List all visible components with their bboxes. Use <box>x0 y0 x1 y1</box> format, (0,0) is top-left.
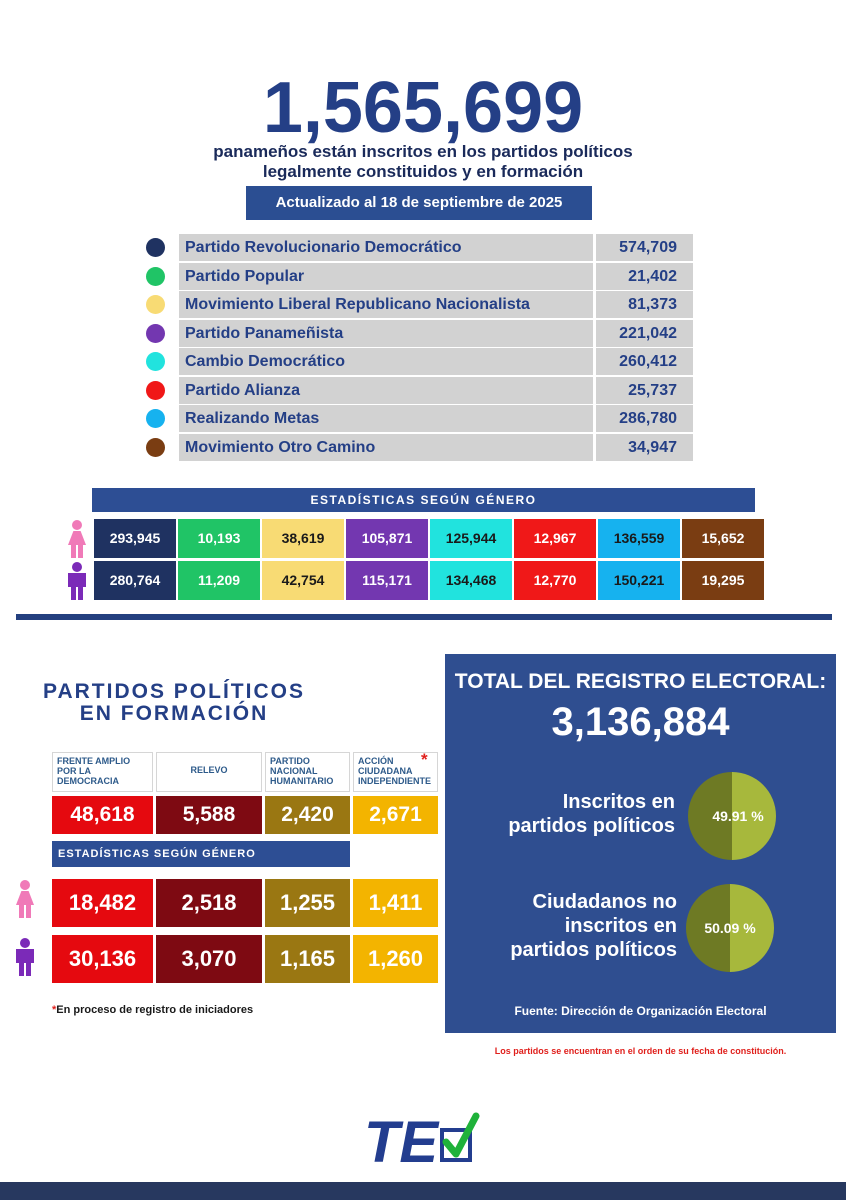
party-row <box>140 263 700 290</box>
male-icon <box>68 562 86 600</box>
female-icon-head <box>72 520 82 530</box>
no-inscritos-label-line-1: Ciudadanos no <box>532 891 677 913</box>
source-note: Fuente: Dirección de Organización Electoral <box>514 1004 767 1018</box>
registry-title: TOTAL DEL REGISTRO ELECTORAL: <box>454 670 827 693</box>
party-count: 286,780 <box>596 405 693 432</box>
male-icon-leg <box>19 963 24 976</box>
formation-title-line-1: PARTIDOS POLÍTICOS <box>43 680 305 703</box>
formation-party-header: FRENTE AMPLIO POR LA DEMOCRACIA <box>52 752 153 792</box>
updated-date-banner: Actualizado al 18 de septiembre de 2025 <box>246 186 592 220</box>
te-logo-graphic <box>364 1108 480 1170</box>
party-row <box>140 434 700 461</box>
men-count-cell: 11,209 <box>178 561 260 600</box>
formation-gender-header: ESTADÍSTICAS SEGÚN GÉNERO <box>52 841 350 867</box>
formation-footnote <box>52 1004 253 1016</box>
men-count-cell: 134,468 <box>430 561 512 600</box>
party-row <box>140 348 700 375</box>
no-inscritos-label-line-2: inscritos en <box>564 915 677 937</box>
footnote-text: En proceso de registro de iniciadores <box>56 1004 254 1016</box>
women-count-cell: 125,944 <box>430 519 512 558</box>
inscritos-label <box>455 790 675 838</box>
formation-women-cell: 1,255 <box>265 879 350 927</box>
women-count-cell: 105,871 <box>346 519 428 558</box>
inscritos-label-line-2: partidos políticos <box>508 815 675 837</box>
party-name: Movimiento Liberal Republicano Nacionalista <box>179 291 593 318</box>
formation-party-header: PARTIDO NACIONAL HUMANITARIO <box>265 752 350 792</box>
female-icon-head <box>20 880 30 890</box>
party-count: 574,709 <box>596 234 693 261</box>
party-color-dot <box>146 238 165 257</box>
no-inscritos-label <box>455 890 677 962</box>
formation-asterisk: * <box>421 750 428 769</box>
formation-women-cell: 1,411 <box>353 879 438 927</box>
party-row <box>140 377 700 404</box>
party-row <box>140 234 700 261</box>
female-icon <box>68 520 86 558</box>
party-color-dot <box>146 438 165 457</box>
formation-men-cell: 3,070 <box>156 935 262 983</box>
party-row <box>140 291 700 318</box>
party-count: 21,402 <box>596 263 693 290</box>
female-icon <box>16 880 34 918</box>
registered-total: 1,565,699 <box>262 68 584 148</box>
men-count-cell: 12,770 <box>514 561 596 600</box>
formation-party-header: RELEVO <box>156 752 262 792</box>
section-divider <box>16 614 832 620</box>
footnote-asterisk: * <box>52 1004 57 1016</box>
no-inscritos-label-line-3: partidos políticos <box>510 939 677 961</box>
female-icon-body <box>68 531 86 545</box>
female-icon-leg <box>19 905 24 918</box>
party-name: Partido Revolucionario Democrático <box>179 234 593 261</box>
subtitle-line-1: panameños están inscritos en los partidos políticos <box>213 142 633 161</box>
inscritos-label-line-1: Inscritos en <box>562 791 675 813</box>
te-logo <box>364 1108 480 1170</box>
party-name: Movimiento Otro Camino <box>179 434 593 461</box>
men-count-cell: 42,754 <box>262 561 344 600</box>
party-count: 34,947 <box>596 434 693 461</box>
male-icon-leg <box>26 963 31 976</box>
formation-men-cell: 1,260 <box>353 935 438 983</box>
inscritos-percentage: 49.91 % <box>712 808 764 824</box>
formation-women-cell: 2,518 <box>156 879 262 927</box>
men-count-cell: 150,221 <box>598 561 680 600</box>
party-color-dot <box>146 324 165 343</box>
formation-men-cell: 1,165 <box>265 935 350 983</box>
party-name: Realizando Metas <box>179 405 593 432</box>
formation-total-cell: 2,420 <box>265 796 350 834</box>
female-icon-leg <box>71 545 76 558</box>
party-row <box>140 320 700 347</box>
party-name: Partido Alianza <box>179 377 593 404</box>
women-count-cell: 38,619 <box>262 519 344 558</box>
women-count-cell: 136,559 <box>598 519 680 558</box>
party-color-dot <box>146 409 165 428</box>
women-count-cell: 10,193 <box>178 519 260 558</box>
men-count-cell: 19,295 <box>682 561 764 600</box>
party-name: Partido Panameñista <box>179 320 593 347</box>
party-color-dot <box>146 381 165 400</box>
party-color-dot <box>146 295 165 314</box>
formation-total-cell: 48,618 <box>52 796 153 834</box>
gender-stats-header: ESTADÍSTICAS SEGÚN GÉNERO <box>92 488 755 512</box>
order-note: Los partidos se encuentran en el orden de su fecha de constitución. <box>494 1046 787 1056</box>
male-icon-leg <box>78 587 83 600</box>
no-inscritos-percentage: 50.09 % <box>704 920 756 936</box>
male-icon-body <box>68 573 86 587</box>
party-count: 25,737 <box>596 377 693 404</box>
women-count-cell: 293,945 <box>94 519 176 558</box>
men-count-cell: 280,764 <box>94 561 176 600</box>
party-name: Cambio Democrático <box>179 348 593 375</box>
subtitle-line-2: legalmente constituidos y en formación <box>262 162 584 181</box>
formation-party-header: ACCIÓN CIUDADANA INDEPENDIENTE <box>353 752 438 792</box>
men-count-cell: 115,171 <box>346 561 428 600</box>
te-logo-text: TE <box>364 1110 439 1170</box>
formation-women-cell: 18,482 <box>52 879 153 927</box>
party-row <box>140 405 700 432</box>
registry-total: 3,136,884 <box>551 700 730 744</box>
party-name: Partido Popular <box>179 263 593 290</box>
female-icon-leg <box>78 545 83 558</box>
women-count-cell: 12,967 <box>514 519 596 558</box>
female-icon-leg <box>26 905 31 918</box>
party-count: 81,373 <box>596 291 693 318</box>
female-icon-body <box>16 891 34 905</box>
formation-men-cell: 30,136 <box>52 935 153 983</box>
party-count: 221,042 <box>596 320 693 347</box>
male-icon-head <box>20 938 30 948</box>
formation-total-cell: 2,671 <box>353 796 438 834</box>
party-color-dot <box>146 267 165 286</box>
women-count-cell: 15,652 <box>682 519 764 558</box>
formation-total-cell: 5,588 <box>156 796 262 834</box>
male-icon-body <box>16 949 34 963</box>
formation-title-line-2: EN FORMACIÓN <box>79 702 269 725</box>
party-color-dot <box>146 352 165 371</box>
male-icon-leg <box>71 587 76 600</box>
party-count: 260,412 <box>596 348 693 375</box>
male-icon-head <box>72 562 82 572</box>
male-icon <box>16 938 34 976</box>
footer-bar <box>0 1182 846 1200</box>
